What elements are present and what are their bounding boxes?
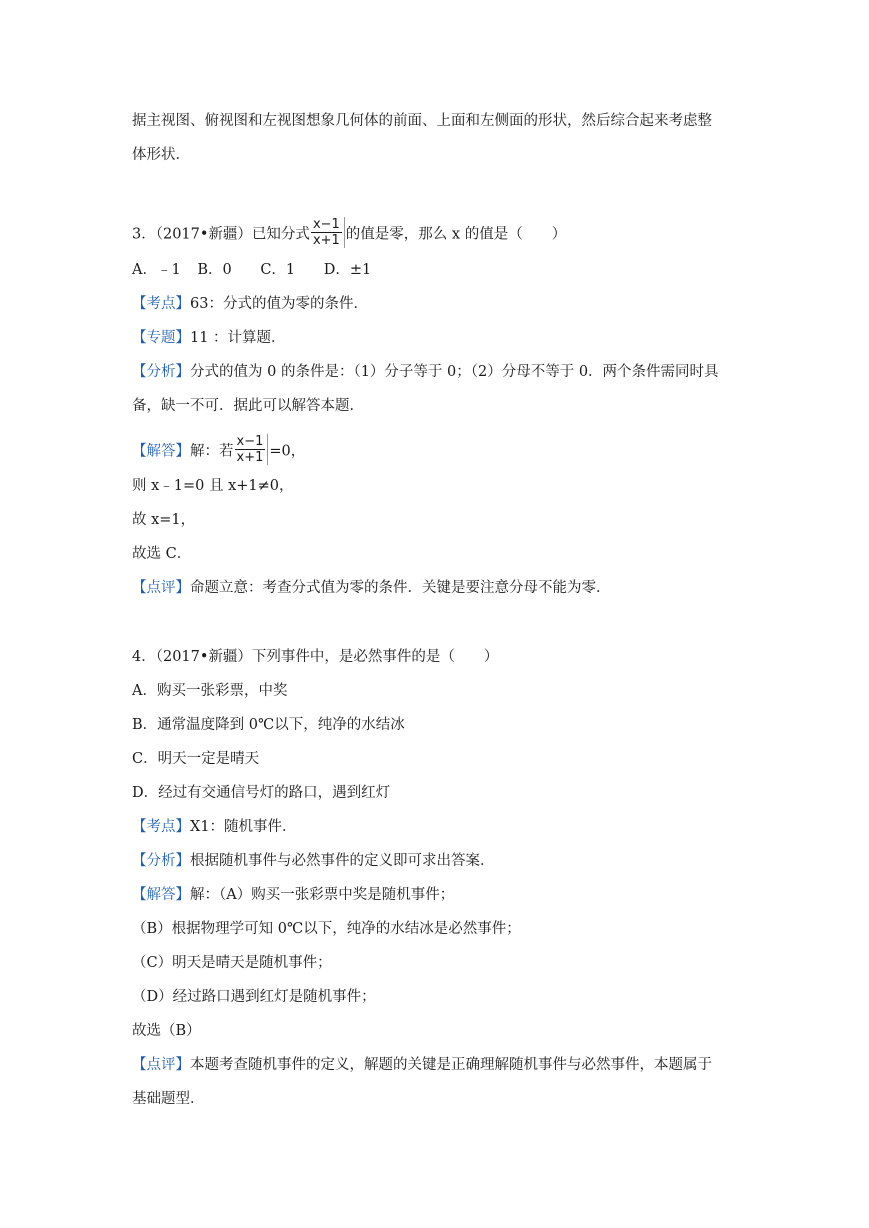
q4-option-b: B．通常温度降到 0℃以下，纯净的水结冰 (132, 717, 405, 733)
q4-dianping-line-2: 基础题型． (132, 1091, 205, 1107)
q3-fenxi-tag: 【分析】 (132, 364, 190, 380)
q4-kaodian-tag: 【考点】 (132, 819, 190, 835)
q3-options (132, 260, 371, 280)
q3-step-2: 故 x=1， (132, 512, 196, 528)
q3-option-c: C．1 (260, 262, 296, 278)
q3-option-b: B．0 (197, 262, 232, 278)
q3-jieda-fraction (235, 434, 269, 465)
q3-zhuanti (132, 328, 286, 348)
q4-fenxi (132, 851, 495, 871)
q3-kaodian (132, 294, 368, 314)
q3-step-1: 则 x﹣1=0 且 x+1≠0， (132, 478, 294, 494)
q4-stem: 4．（2017•新疆）下列事件中，是必然事件的是（ ） (132, 649, 499, 665)
q3-fraction (311, 217, 345, 248)
q3-dianping-tag: 【点评】 (132, 580, 190, 596)
q3-dianping-text: 命题立意：考查分式值为零的条件．关键是要注意分母不能为零． (190, 580, 611, 596)
q4-jieda (132, 885, 454, 905)
q3-stem-after: 的值是零，那么 x 的值是（ ） (345, 226, 567, 243)
q3-jieda-fraction-numerator: x−1 (236, 434, 264, 449)
intro-line-2: 体形状． (132, 147, 190, 163)
q3-fenxi-line-1: 分式的值为 0 的条件是：（1）分子等于 0；（2）分母不等于 0．两个条件需同时具 (190, 364, 719, 380)
q4-dianping-tag: 【点评】 (132, 1057, 190, 1073)
q3-option-d: D．±1 (323, 262, 372, 278)
q3-zhuanti-tag: 【专题】 (132, 330, 190, 346)
q4-step-d: （D）经过路口遇到红灯是随机事件； (132, 989, 376, 1005)
q4-step-b: （B）根据物理学可知 0℃以下，纯净的水结冰是必然事件； (132, 921, 521, 937)
q3-kaodian-tag: 【考点】 (132, 296, 190, 312)
q3-fenxi-line-2: 备，缺一不可．据此可以解答本题． (132, 398, 364, 414)
intro-line-1: 据主视图、俯视图和左视图想象几何体的前面、上面和左侧面的形状，然后综合起来考虑整 (132, 113, 712, 129)
q3-zhuanti-text: 11 ：计算题． (190, 330, 286, 346)
q3-kaodian-text: 63：分式的值为零的条件． (190, 296, 368, 312)
q4-dianping-line-1: 本题考查随机事件的定义，解题的关键是正确理解随机事件与必然事件，本题属于 (190, 1057, 712, 1073)
q4-dianping (132, 1055, 712, 1075)
q3-stem (132, 219, 566, 250)
q3-jieda (132, 436, 305, 467)
q4-option-c: C．明天一定是晴天 (132, 751, 260, 767)
q4-jieda-tag: 【解答】 (132, 887, 190, 903)
q3-stem-before: 3．（2017•新疆）已知分式 (132, 226, 310, 243)
q4-fenxi-text: 根据随机事件与必然事件的定义即可求出答案． (190, 853, 495, 869)
q4-answer: 故选（B） (132, 1023, 201, 1039)
q3-fraction-denominator: x+1 (312, 233, 340, 248)
q4-step-c: （C）明天是晴天是随机事件； (132, 955, 332, 971)
q3-jieda-suffix: =0， (269, 443, 306, 460)
q4-fenxi-tag: 【分析】 (132, 853, 190, 869)
q3-fraction-numerator: x−1 (312, 217, 340, 232)
q3-jieda-prefix: 解：若 (190, 443, 234, 460)
q4-option-d: D．经过有交通信号灯的路口，遇到红灯 (132, 785, 391, 801)
q3-option-a: A．﹣1 (132, 262, 181, 278)
q3-step-3: 故选 C． (132, 546, 192, 562)
q3-jieda-fraction-denominator: x+1 (236, 450, 264, 465)
q4-kaodian (132, 817, 297, 837)
q4-kaodian-text: X1：随机事件． (190, 819, 297, 835)
q4-jieda-text: 解：（A）购买一张彩票中奖是随机事件； (190, 887, 455, 903)
q3-fenxi (132, 362, 719, 382)
q3-jieda-tag: 【解答】 (132, 443, 190, 460)
q3-dianping (132, 578, 611, 598)
q4-option-a: A．购买一张彩票，中奖 (132, 683, 288, 699)
